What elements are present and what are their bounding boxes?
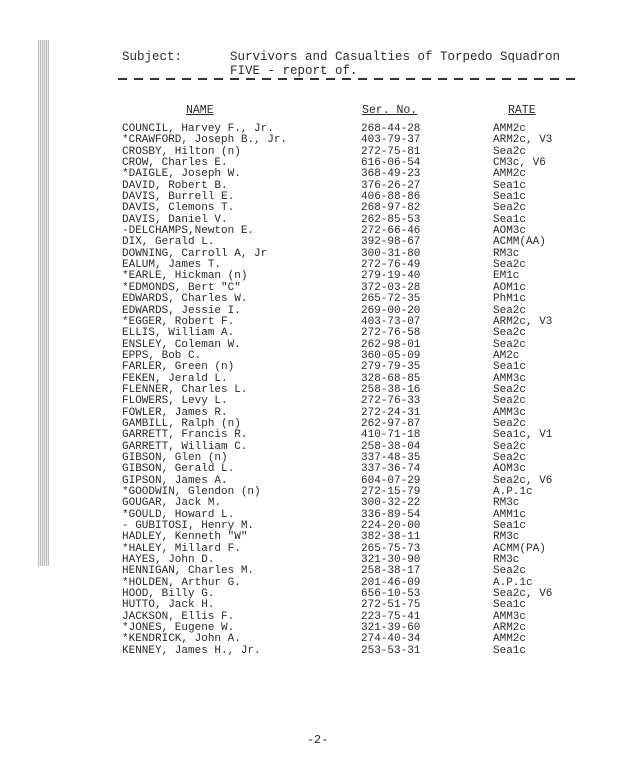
rate: AOM1c: [493, 281, 527, 294]
serial-number: 258-38-17: [361, 565, 421, 578]
rate: Sea1c: [493, 361, 527, 374]
table-row: [0, 385, 635, 396]
serial-number: 272-51-75: [361, 599, 421, 612]
rate: AMM1c: [493, 508, 527, 521]
serial-number: 328-68-85: [361, 372, 421, 385]
rate: Sea2c: [493, 451, 527, 464]
table-row: [0, 498, 635, 509]
crew-name: GAMBILL, Ralph (n): [122, 417, 241, 430]
subject-block: [122, 50, 560, 78]
column-header-name: NAME: [186, 104, 214, 117]
rate: Sea1c: [493, 179, 527, 192]
page-number: -2-: [306, 733, 329, 747]
table-row: [0, 464, 635, 475]
crew-name: GARRETT, Francis R.: [122, 429, 248, 442]
table-row: [0, 237, 635, 248]
rate: Sea2c, V6: [493, 588, 553, 601]
crew-name: CROSBY, Hilton (n): [122, 145, 241, 158]
table-row: [0, 215, 635, 226]
table-row: [0, 453, 635, 464]
rate: RM3c: [493, 554, 520, 567]
table-row: [0, 646, 635, 657]
rate: AOM3c: [493, 225, 527, 238]
serial-number: 272-76-33: [361, 395, 421, 408]
table-row: [0, 487, 635, 498]
rate: AMM2c: [493, 633, 527, 646]
rate: AMM3c: [493, 610, 527, 623]
serial-number: 258-38-04: [361, 440, 421, 453]
table-row: [0, 612, 635, 623]
crew-name: EPPS, Bob C.: [122, 349, 202, 362]
rate: Sea1c: [493, 520, 527, 533]
rate: RM3c: [493, 497, 520, 510]
serial-number: 321-39-60: [361, 622, 421, 635]
subject-line-2: FIVE - report of.: [230, 64, 358, 78]
crew-name: -DELCHAMPS,Newton E.: [122, 225, 255, 238]
crew-name: DAVID, Robert B.: [122, 179, 228, 192]
crew-name: EDWARDS, Charles W.: [122, 293, 248, 306]
rate: CM3c, V6: [493, 157, 546, 170]
rate: Sea2c: [493, 304, 527, 317]
column-header-rate: RATE: [508, 104, 536, 117]
crew-name: ENSLEY, Coleman W.: [122, 338, 241, 351]
crew-name: FEKEN, Jerald L.: [122, 372, 228, 385]
rate: Sea1c: [493, 191, 527, 204]
crew-name: *JONES, Eugene W.: [122, 622, 235, 635]
table-row: [0, 589, 635, 600]
crew-name: - GUBITOSI, Henry M.: [122, 520, 255, 533]
table-row: [0, 634, 635, 645]
crew-name: FLOWERS, Levy L.: [122, 395, 228, 408]
crew-name: *HALEY, Millard F.: [122, 542, 241, 555]
rate: Sea1c: [493, 599, 527, 612]
rate: Sea2c: [493, 338, 527, 351]
table-row: [0, 623, 635, 634]
table-row: [0, 442, 635, 453]
subject-label: Subject:: [122, 50, 183, 64]
crew-name: *KENDRICK, John A.: [122, 633, 241, 646]
crew-name: GIPSON, James A.: [122, 474, 228, 487]
rate: Sea2c: [493, 259, 527, 272]
crew-name: EDWARDS, Jessie I.: [122, 304, 241, 317]
serial-number: 201-46-09: [361, 576, 421, 589]
serial-number: 272-15-79: [361, 486, 421, 498]
serial-number: 272-76-58: [361, 327, 421, 340]
rate: Sea1c: [493, 213, 527, 226]
rate: Sea1c: [493, 644, 527, 657]
serial-number: 268-97-82: [361, 202, 421, 215]
roster-table: [0, 124, 635, 657]
serial-number: 406-88-86: [361, 191, 421, 204]
rate: ACMM(PA): [493, 542, 546, 555]
crew-name: GIBSON, Glen (n): [122, 451, 228, 464]
serial-number: 265-75-73: [361, 542, 421, 555]
serial-number: 376-26-27: [361, 179, 421, 192]
crew-name: GARRETT, William C.: [122, 440, 248, 453]
serial-number: 272-75-81: [361, 145, 421, 158]
serial-number: 269-00-20: [361, 304, 421, 317]
crew-name: CROW, Charles E.: [122, 157, 228, 170]
table-row: [0, 135, 635, 146]
table-row: [0, 476, 635, 487]
rate: A.P.1c: [493, 576, 533, 589]
crew-name: *HOLDEN, Arthur G.: [122, 576, 241, 589]
serial-number: 321-30-90: [361, 554, 421, 567]
table-row: [0, 374, 635, 385]
table-row: [0, 283, 635, 294]
serial-number: 403-73-07: [361, 315, 421, 328]
rate: AMM3c: [493, 406, 527, 419]
rate: ARM2c: [493, 622, 527, 635]
serial-number: 272-66-46: [361, 225, 421, 238]
rate: AMM2c: [493, 123, 527, 135]
crew-name: *DAIGLE, Joseph W.: [122, 168, 241, 181]
serial-number: 410-71-18: [361, 429, 421, 442]
crew-name: HENNIGAN, Charles M.: [122, 565, 255, 578]
serial-number: 262-97-87: [361, 417, 421, 430]
serial-number: 300-32-22: [361, 497, 421, 510]
table-row: [0, 510, 635, 521]
crew-name: GIBSON, Gerald L.: [122, 463, 235, 476]
crew-name: *EARLE, Hickman (n): [122, 270, 248, 283]
crew-name: KENNEY, James H., Jr.: [122, 644, 261, 657]
crew-name: *EGGER, Robert F.: [122, 315, 235, 328]
table-row: [0, 600, 635, 611]
rate: Sea2c: [493, 327, 527, 340]
crew-name: FOWLER, James R.: [122, 406, 228, 419]
serial-number: 262-85-53: [361, 213, 421, 226]
crew-name: HADLEY, Kenneth "W": [122, 531, 248, 544]
rate: RM3c: [493, 531, 520, 544]
table-row: [0, 566, 635, 577]
serial-number: 392-98-67: [361, 236, 421, 249]
serial-number: 274-40-34: [361, 633, 421, 646]
rate: Sea2c: [493, 440, 527, 453]
rate: ARM2c, V3: [493, 134, 553, 147]
subject-line-1: Survivors and Casualties of Torpedo Squadron: [230, 50, 561, 64]
serial-number: 337-36-74: [361, 463, 421, 476]
serial-number: 372-03-28: [361, 281, 421, 294]
table-row: [0, 294, 635, 305]
serial-number: 368-49-23: [361, 168, 421, 181]
table-row: [0, 271, 635, 282]
table-row: [0, 430, 635, 441]
serial-number: 253-53-31: [361, 644, 421, 657]
rate: AOM3c: [493, 463, 527, 476]
serial-number: 604-07-29: [361, 474, 421, 487]
rate: Sea1c, V1: [493, 429, 553, 442]
rate: Sea2c, V6: [493, 474, 553, 487]
serial-number: 279-79-35: [361, 361, 421, 374]
table-row: [0, 340, 635, 351]
rate: Sea2c: [493, 145, 527, 158]
table-row: [0, 544, 635, 555]
serial-number: 616-06-54: [361, 157, 421, 170]
serial-number: 258-38-16: [361, 383, 421, 396]
crew-name: ELLIS, William A.: [122, 327, 235, 340]
serial-number: 336-89-54: [361, 508, 421, 521]
rate: PhM1c: [493, 293, 527, 306]
crew-name: COUNCIL, Harvey F., Jr.: [122, 123, 274, 135]
crew-name: *CRAWFORD, Joseph B., Jr.: [122, 134, 288, 147]
crew-name: *EDMONDS, Bert "C": [122, 281, 241, 294]
crew-name: GOUGAR, Jack M.: [122, 497, 222, 510]
rate: Sea2c: [493, 395, 527, 408]
table-row: [0, 328, 635, 339]
serial-number: 300-31-80: [361, 247, 421, 260]
table-row: [0, 181, 635, 192]
table-row: [0, 260, 635, 271]
dashed-rule: [118, 78, 578, 80]
serial-number: 360-05-09: [361, 349, 421, 362]
table-row: [0, 555, 635, 566]
crew-name: *GOODWIN, Glendon (n): [122, 486, 261, 498]
crew-name: *GOULD, Howard L.: [122, 508, 235, 521]
table-row: [0, 521, 635, 532]
serial-number: 382-38-11: [361, 531, 421, 544]
serial-number: 337-48-35: [361, 451, 421, 464]
table-row: [0, 158, 635, 169]
table-row: [0, 169, 635, 180]
crew-name: DOWNING, Carroll A, Jr: [122, 247, 268, 260]
rate: EM1c: [493, 270, 520, 283]
rate: AM2c: [493, 349, 520, 362]
table-row: [0, 192, 635, 203]
crew-name: HAYES, John D.: [122, 554, 215, 567]
rate: Sea2c: [493, 202, 527, 215]
table-row: [0, 203, 635, 214]
crew-name: DAVIS, Burrell E.: [122, 191, 235, 204]
serial-number: 656-10-53: [361, 588, 421, 601]
table-row: [0, 362, 635, 373]
crew-name: EALUM, James T.: [122, 259, 222, 272]
crew-name: DAVIS, Clemons T.: [122, 202, 235, 215]
serial-number: 403-79-37: [361, 134, 421, 147]
crew-name: FARLER, Green (n): [122, 361, 235, 374]
rate: Sea2c: [493, 383, 527, 396]
rate: AMM3c: [493, 372, 527, 385]
serial-number: 224-20-00: [361, 520, 421, 533]
rate: AMM2c: [493, 168, 527, 181]
rate: Sea2c: [493, 565, 527, 578]
table-row: [0, 351, 635, 362]
serial-number: 223-75-41: [361, 610, 421, 623]
rate: ARM2c, V3: [493, 315, 553, 328]
serial-number: 265-72-35: [361, 293, 421, 306]
serial-number: 272-76-49: [361, 259, 421, 272]
serial-number: 262-98-01: [361, 338, 421, 351]
crew-name: DIX, Gerald L.: [122, 236, 215, 249]
table-row: [0, 408, 635, 419]
rate: RM3c: [493, 247, 520, 260]
table-row: [0, 249, 635, 260]
rate: ACMM(AA): [493, 236, 546, 249]
crew-name: FLENNER, Charles L.: [122, 383, 248, 396]
serial-number: 272-24-31: [361, 406, 421, 419]
column-header-serial: Ser. No.: [362, 104, 418, 117]
serial-number: 279-19-40: [361, 270, 421, 283]
table-row: [0, 317, 635, 328]
rate: A.P.1c: [493, 486, 533, 498]
table-row: [0, 396, 635, 407]
crew-name: JACKSON, Ellis F.: [122, 610, 235, 623]
crew-name: HOOD, Billy G.: [122, 588, 215, 601]
rate: Sea2c: [493, 417, 527, 430]
crew-name: DAVIS, Daniel V.: [122, 213, 228, 226]
serial-number: 268-44-28: [361, 123, 421, 135]
crew-name: HUTTO, Jack H.: [122, 599, 215, 612]
